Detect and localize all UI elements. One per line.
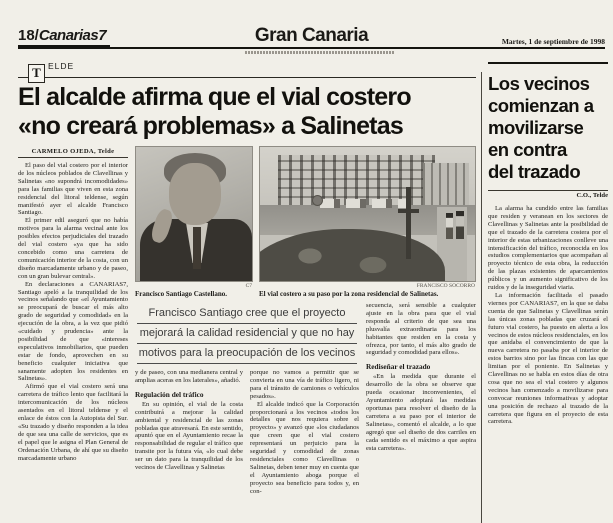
main-headline-line1: El alcalde afirma que el vial costero bbox=[18, 83, 411, 111]
edition-date: Martes, 1 de septiembre de 1998 bbox=[501, 37, 605, 46]
article-column-4 bbox=[366, 302, 476, 496]
article-paragraph: Afirmó que el vial costero será una carretera de tráfico lento que facilitará la intercomunicación de los núcleos asentados en el litoral teldense y el enlace de éstos con la Autopista del Sur. «Su trazado y diseño responden a la idea de que sea una calle de servicios, que es el papel que le asigna el Plan General de Ordenación Urbana, de ahí que su diseño marcadamente urbano bbox=[18, 383, 128, 462]
article-body bbox=[18, 146, 476, 496]
article-paragraph: «En la medida que durante el desarrollo de la obra se observe que pueda ocasionar inconvenientes, el Ayuntamiento adoptará las medidas oportunas para resolver el diseño de la carretera a su paso por el interior de Salinetas», comentó el alcalde, a lo que agregó que «el diseño de dos carriles en cada sentido es el máximo a que aspira esta carretera». bbox=[366, 373, 476, 452]
photo-caption: Francisco Santiago Castellano. bbox=[135, 290, 227, 298]
main-headline bbox=[18, 83, 476, 141]
main-headline-line2: «no creará problemas» a Salinetas bbox=[18, 112, 403, 140]
sidebar-headline-line: Los vecinos bbox=[488, 73, 590, 94]
main-article bbox=[18, 55, 476, 496]
lower-columns bbox=[135, 302, 476, 496]
article-column-3 bbox=[250, 369, 359, 496]
middle-text-columns bbox=[135, 369, 359, 496]
pull-quote bbox=[137, 304, 357, 364]
sidebar-paragraph: La alarma ha cundido entre las familias que residen y veranean en los sectores de Clavellinas y Salinetas ante la posibilidad de que el trazado de la carretera costera por el interior de estas urbanizaciones conlleve una intensificación del tráfico, reconocida en los estudios complementarios que acompañan al proyecto técnico de esta obra, la reducción de las plazas existentes de aparcamientos públicos y un aumento significativo de los ruidos y de la inseguridad viaria. bbox=[488, 205, 608, 292]
article-paragraph: El paso del vial costero por el interior de los núcleos poblados de Clavellinas y Salinetas «no supondrá incomodidades» para las familias que viven en esta zona residencial del litoral teldense, según manifestó ayer el alcalde Francisco Santiago. bbox=[18, 162, 128, 217]
article-paragraph: En su opinión, el vial de la costa contribuirá a mejorar la calidad ambiental y residencial de las zonas pobladas que atravesará. En este sentido, apuntó que en el Ayuntamiento recae la responsabilidad de regular el tráfico que transite por la futura vía, «lo cual debe ser un dato para la tranquilidad de los vecinos de Clavellinas y Salinetas bbox=[135, 400, 243, 472]
street-photo-block bbox=[259, 146, 476, 298]
sidebar-byline: C.O., Telde bbox=[488, 190, 608, 199]
portrait-photo bbox=[135, 146, 253, 282]
sidebar-headline-line: del trazado bbox=[488, 161, 581, 182]
article-paragraph: El primer edil aseguró que no había motivos para la alarma vecinal ante los posibles efectos perjudiciales del trazado del vial costero «ya que ha sido concebido como una carretera de comunicación interior de la costa, con un diseño marcadamente urbano y de paseo, con un gran bulevar central». bbox=[18, 217, 128, 280]
pull-quote-line: Francisco Santiago cree que el proyecto bbox=[137, 304, 357, 324]
section-title: Gran Canaria bbox=[254, 25, 369, 46]
street-pedestrian bbox=[456, 211, 464, 239]
page-number: 18/ bbox=[18, 27, 39, 44]
sidebar-headline-line: movilizarse bbox=[488, 117, 584, 138]
brand-name: Canarias7 bbox=[38, 27, 107, 44]
street-building-right bbox=[423, 163, 469, 207]
street-cactus-arm bbox=[398, 209, 419, 213]
photo-credit: C7 bbox=[245, 283, 252, 289]
article-paragraph: secuencia, será sensible a cualquier ajuste en la obra para que el vial responda al criterio de que sea una plusvalía extraordinaria para los habitantes que residen en la costa y ofrezca, por tanto, el más alto grado de seguridad y comodidad para ellos». bbox=[366, 302, 476, 357]
street-cactus bbox=[406, 187, 411, 259]
pull-quote-line: motivos para la preocupación de los vecinos bbox=[137, 344, 357, 364]
article-column-1 bbox=[18, 146, 128, 496]
section-tag-rest: ELDE bbox=[48, 61, 75, 71]
middle-columns bbox=[135, 302, 359, 496]
photo-row bbox=[135, 146, 476, 298]
photo-caption: El vial costero a su paso por la zona residencial de Salinetas. bbox=[259, 290, 439, 298]
article-paragraph: En declaraciones a CANARIAS7, Santiago apeló a la tranquilidad de los vecinos señalando que «el Ayuntamiento se preocupará de buscar el más alto grado de seguridad y comodidad» en la ejecución de la obra, a la vez que pidió «cuidado y prudencia» ante la posibilidad de que «intereses especulativos inmobiliarios, que pueden estar de fondo, aprovechen en su beneficio cualquier iniciativa que sanamente adopten los residentes en Salinetas». bbox=[18, 280, 128, 383]
street-parked-cars bbox=[320, 199, 410, 208]
masthead-micro-text bbox=[245, 51, 395, 54]
street-plant bbox=[290, 243, 330, 269]
column-divider bbox=[481, 72, 482, 523]
sidebar-headline bbox=[488, 73, 608, 183]
article-paragraph: El alcalde indicó que la Corporación proporcionará a los vecinos «todos los detalles que nos requiera sobre el proyecto» y avanzó que «los ciudadanos que creen que el vial costero representará un perjuicio para la seguridad y comodidad de zonas residenciales como Clavellinas o Salinetas, deben tener muy en cuenta que el Ayuntamiento aboga porque el proyecto sea beneficio para todos y, en con- bbox=[250, 400, 359, 495]
portrait-face bbox=[169, 163, 221, 225]
sidebar-headline-line: en contra bbox=[488, 139, 567, 160]
subheading-trafico: Regulación del tráfico bbox=[135, 389, 204, 399]
portrait-tie bbox=[193, 227, 201, 269]
article-paragraph: porque no vamos a permitir que se convierta en una vía de tráfico ligero, ni para el tránsito de camiones o vehículos pesados». bbox=[250, 369, 359, 400]
sidebar-article bbox=[488, 62, 608, 426]
subheading-trazado: Rediseñar el trazado bbox=[366, 362, 431, 372]
section-tag-initial: T bbox=[28, 64, 45, 83]
portrait-photo-block bbox=[135, 146, 253, 298]
pull-quote-line: mejorará la calidad residencial y que no hay bbox=[137, 324, 357, 344]
article-column-2 bbox=[135, 369, 243, 496]
masthead bbox=[18, 22, 605, 48]
article-paragraph: y de paseo, con una medianera central y amplias aceras en los laterales», añadió. bbox=[135, 369, 243, 384]
street-photo bbox=[259, 146, 476, 282]
section-tag bbox=[18, 55, 476, 78]
main-byline: CARMELO OJEDA, Telde bbox=[18, 146, 128, 158]
street-pedestrian bbox=[446, 213, 453, 239]
masthead-rule bbox=[18, 47, 605, 49]
street-plant bbox=[350, 251, 396, 279]
sidebar-headline-line: comienzan a bbox=[488, 95, 594, 116]
sidebar-paragraph: La información facilitada el pasado viernes por CANARIAS7, en la que se daba cuenta de que Salinetas y Clavellinas serán las únicas zonas pobladas que cruzará el futuro vial costero, ha puesto en alerta a los vecinos de estos núcleos residenciales, en los que anidaba el convencimiento de que la nueva carretera no pasaba por el interior de estos barrios sino por las fincas con las que limitan por el poniente. En Salinetas y Clavellinas no se habla en estos días de otra cosa que no sea el vial costero y algunos vecinos han comenzado a movilizarse para convocar reuniones informativas y adoptar una posición de rechazo al trazado de la carretera que figura en el proyecto de esta carretera. bbox=[488, 291, 608, 426]
photo-credit: FRANCISCO SOCORRO bbox=[416, 283, 475, 289]
article-right-part bbox=[135, 146, 476, 496]
street-traffic-sign bbox=[312, 195, 323, 206]
